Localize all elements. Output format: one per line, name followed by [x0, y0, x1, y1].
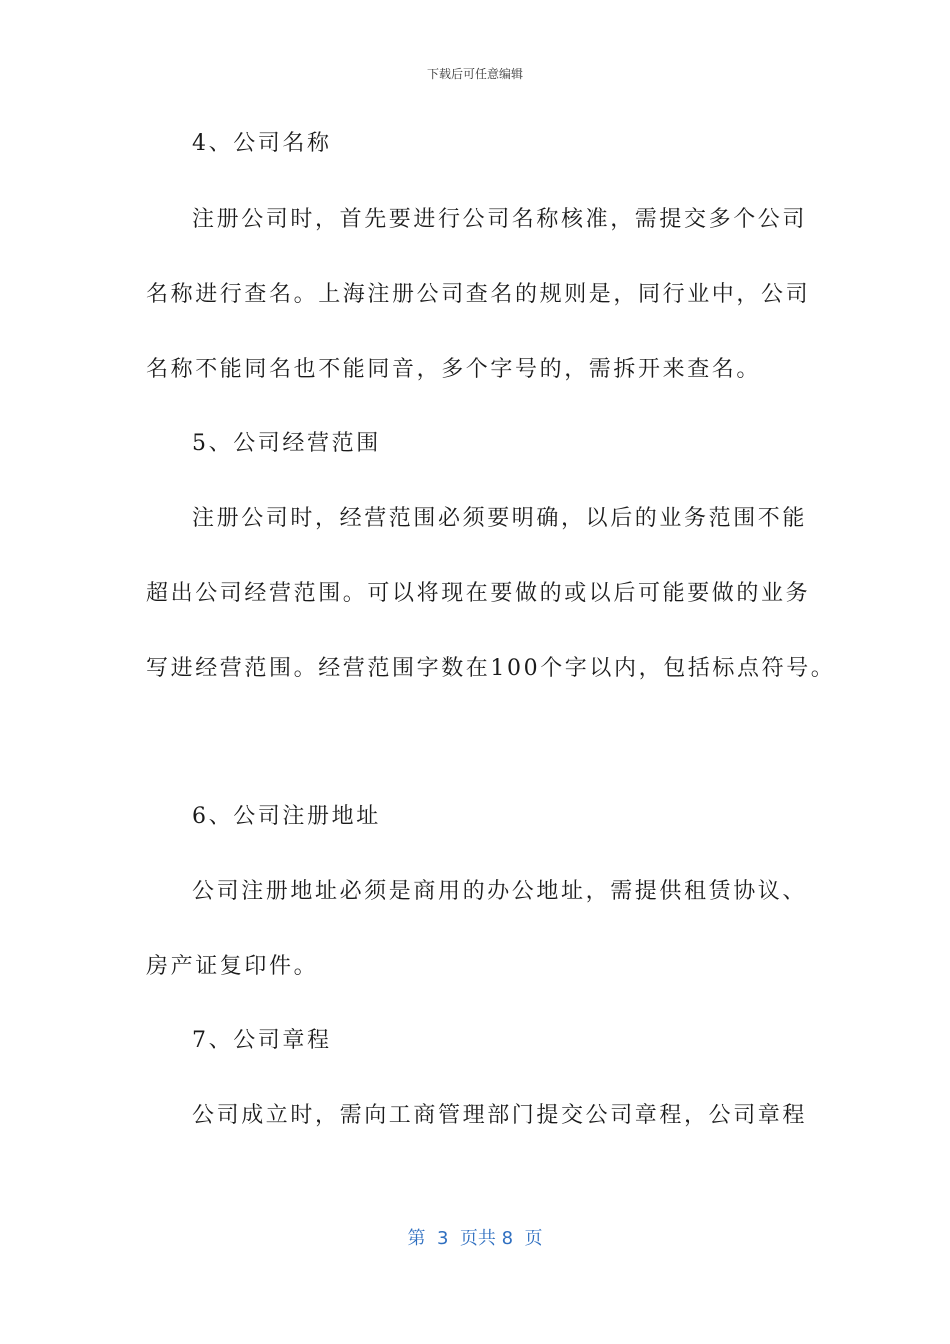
paragraph-line: 写进经营范围。经营范围字数在100个字以内，包括标点符号。 — [146, 656, 836, 681]
section-heading-4: 4、公司名称 — [192, 131, 332, 156]
paragraph-line: 超出公司经营范围。可以将现在要做的或以后可能要做的业务 — [146, 581, 811, 606]
paragraph-line: 注册公司时，经营范围必须要明确，以后的业务范围不能 — [192, 506, 808, 531]
page-footer: 第 3 页共 8 页 — [407, 1228, 543, 1249]
paragraph-line: 名称不能同名也不能同音，多个字号的，需拆开来查名。 — [146, 357, 762, 382]
section-heading-7: 7、公司章程 — [192, 1028, 332, 1053]
paragraph-line: 房产证复印件。 — [146, 954, 319, 979]
page-header: 下载后可任意编辑 — [426, 67, 523, 81]
paragraph-line: 公司成立时，需向工商管理部门提交公司章程，公司章程 — [192, 1103, 808, 1128]
paragraph-line: 注册公司时，首先要进行公司名称核准，需提交多个公司 — [192, 207, 808, 232]
section-heading-5: 5、公司经营范围 — [192, 431, 381, 456]
paragraph-line: 名称进行查名。上海注册公司查名的规则是，同行业中，公司 — [146, 282, 811, 307]
paragraph-line: 公司注册地址必须是商用的办公地址，需提供租赁协议、 — [192, 879, 808, 904]
section-heading-6: 6、公司注册地址 — [192, 804, 381, 829]
